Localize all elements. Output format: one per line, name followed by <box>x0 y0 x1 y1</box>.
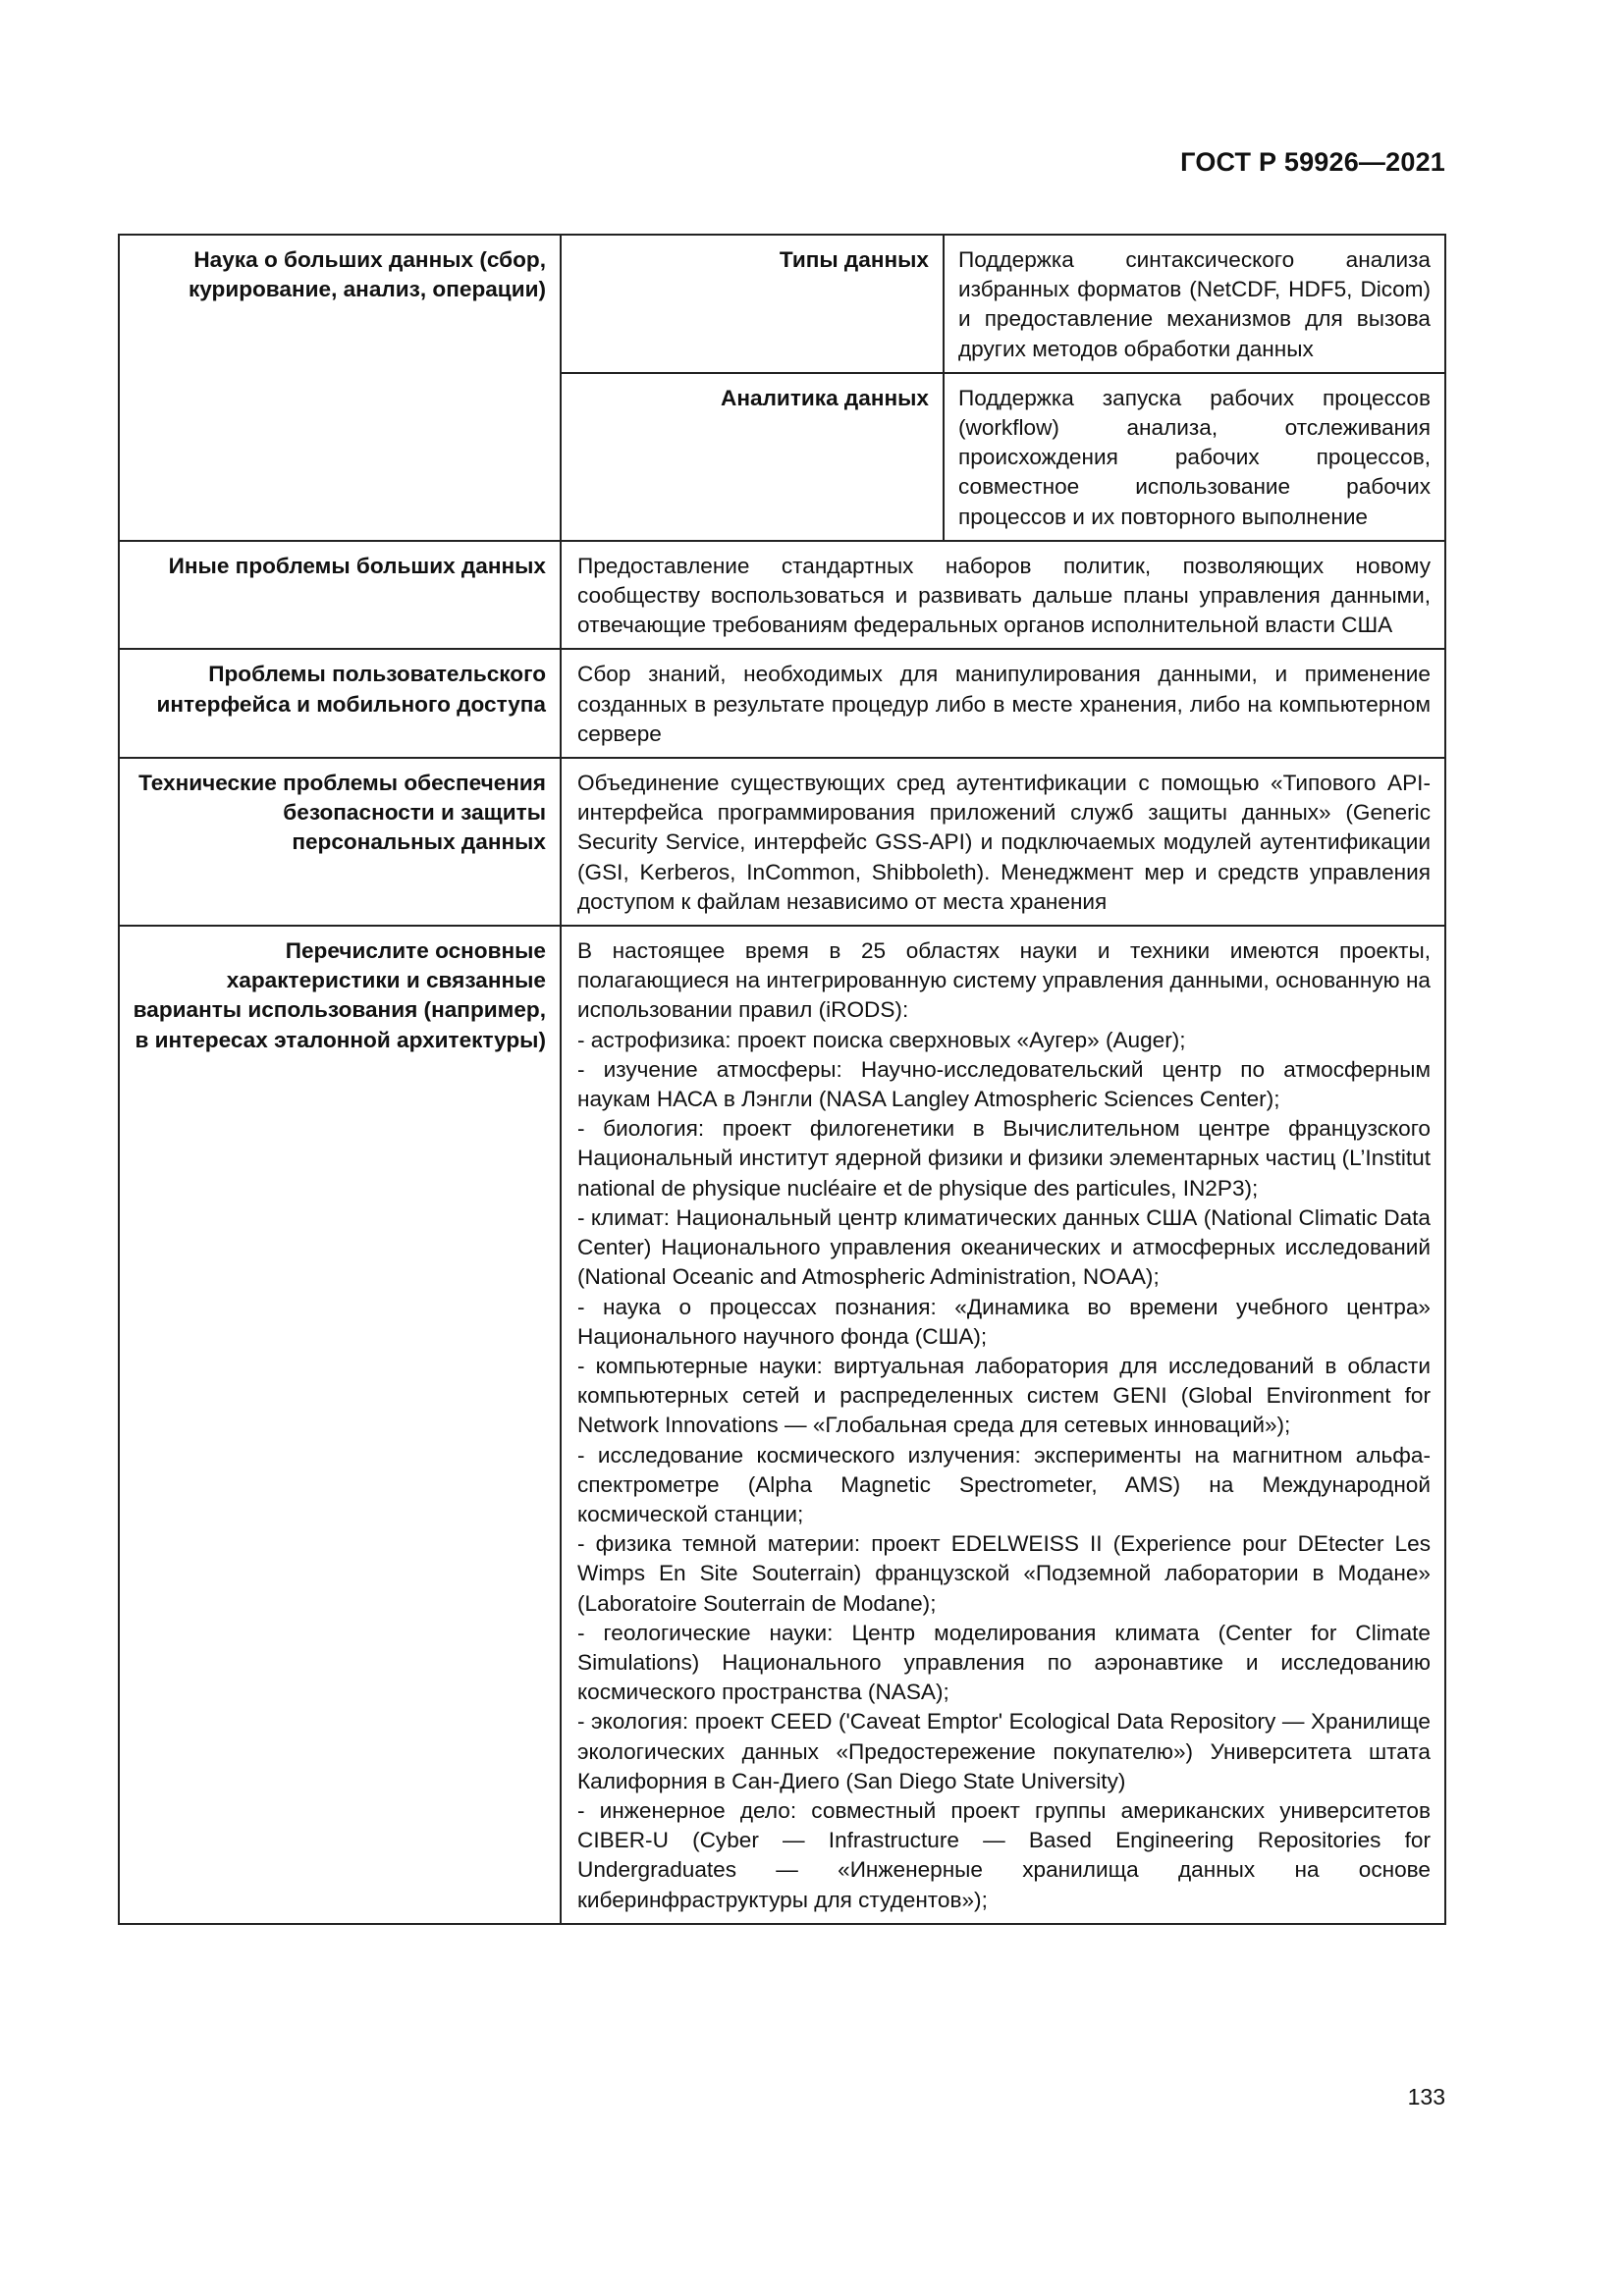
row-text: Сбор знаний, необходимых для манипулирования данными, и применение созданных в результате процедур либо в месте хранения, либо на компьютерном сервере <box>561 649 1445 758</box>
row-label: Наука о больших данных (сбор, курирование, анализ, операции) <box>119 235 561 541</box>
list-item: - климат: Национальный центр климатических данных США (National Climatic Data Center) Национального управления океанических и атмосферных исследований (National Oceanic and Atmospheric Administration, NOAA); <box>577 1204 1431 1290</box>
row-text: Объединение существующих сред аутентификации с помощью «Типового API-интерфейса программирования приложений служб защиты данных» (Generic Security Service, интерфейс GSS-API) и подключаемых модулей аутентификации (GSI, Kerberos, InCommon, Shibboleth). Менеджмент мер и средств управления доступом к файлам независимо от места хранения <box>561 758 1445 926</box>
list-item: - компьютерные науки: виртуальная лаборатория для исследований в области компьютерных сетей и распределенных систем GENI (Global Environment for Network Innovations — «Глобальная среда для сетевых инноваций»); <box>577 1353 1431 1438</box>
row-text: Предоставление стандартных наборов политик, позволяющих новому сообществу воспользоваться и развивать дальше планы управления данными, отвечающие требованиям федеральных органов исполнительной власти США <box>561 541 1445 650</box>
sub-row-text: Поддержка запуска рабочих процессов (workflow) анализа, отслеживания происхождения рабочих процессов, совместное использование рабочих процессов и их повторного выполнение <box>944 373 1445 541</box>
table-row <box>119 235 1445 373</box>
table-row <box>119 541 1445 650</box>
table-row <box>119 649 1445 758</box>
table-row <box>119 926 1445 1924</box>
sub-row-label: Аналитика данных <box>561 373 944 541</box>
list-item: - экология: проект CEED ('Caveat Emptor' Ecological Data Repository — Хранилище экологических данных «Предостережение покупателю») Университета штата Калифорния в Сан-Диего (San Diego State University) <box>577 1709 1431 1793</box>
list-item: - наука о процессах познания: «Динамика во времени учебного центра» Национального научного фонда (США); <box>577 1294 1431 1349</box>
document-header: ГОСТ Р 59926—2021 <box>1180 147 1445 177</box>
list-item: - геологические науки: Центр моделирования климата (Center for Climate Simulations) Национального управления по аэронавтике и исследованию космического пространства (NASA); <box>577 1620 1431 1705</box>
list-item: - физика темной материи: проект EDELWEISS II (Experience pour DEtecter Les Wimps En Site Souterrain) французской «Подземной лаборатории в Модане» (Laboratoire Souterrain de Modane); <box>577 1531 1431 1616</box>
row-label: Технические проблемы обеспечения безопасности и защиты персональных данных <box>119 758 561 926</box>
requirements-table <box>118 234 1446 1925</box>
row-label: Проблемы пользовательского интерфейса и мобильного доступа <box>119 649 561 758</box>
list-item: - биология: проект филогенетики в Вычислительном центре французского Национальный институт ядерной физики и физики элементарных частиц (L’Institut national de physique nucléaire et de physique des particules, IN2P3); <box>577 1116 1431 1201</box>
row-text <box>561 926 1445 1924</box>
sub-row-label: Типы данных <box>561 235 944 373</box>
page-number: 133 <box>1407 2084 1445 2109</box>
row-label: Иные проблемы больших данных <box>119 541 561 650</box>
table-row <box>119 758 1445 926</box>
list-item: - исследование космического излучения: эксперименты на магнитном альфа-спектрометре (Alpha Magnetic Spectrometer, AMS) на Международной космической станции; <box>577 1442 1431 1526</box>
list-item: В настоящее время в 25 областях науки и техники имеются проекты, полагающиеся на интегрированную систему управления данными, основанную на использовании правил (iRODS): <box>577 938 1431 1023</box>
list-item: - инженерное дело: совместный проект группы американских университетов CIBER-U (Cyber — Infrastructure — Based Engineering Repositories for Undergraduates — «Инженерные хранилища данных на основе киберинфраструктуры для студентов»); <box>577 1797 1431 1912</box>
list-item: - изучение атмосферы: Научно-исследовательский центр по атмосферным наукам НАСА в Лэнгли (NASA Langley Atmospheric Sciences Center); <box>577 1056 1431 1112</box>
sub-row-text: Поддержка синтаксического анализа избранных форматов (NetCDF, HDF5, Dicom) и предоставление механизмов для вызова других методов обработки данных <box>944 235 1445 373</box>
list-item: - астрофизика: проект поиска сверхновых «Аугер» (Auger); <box>577 1027 1186 1052</box>
row-label: Перечислите основные характеристики и связанные варианты использования (например, в интересах эталонной архитектуры) <box>119 926 561 1924</box>
